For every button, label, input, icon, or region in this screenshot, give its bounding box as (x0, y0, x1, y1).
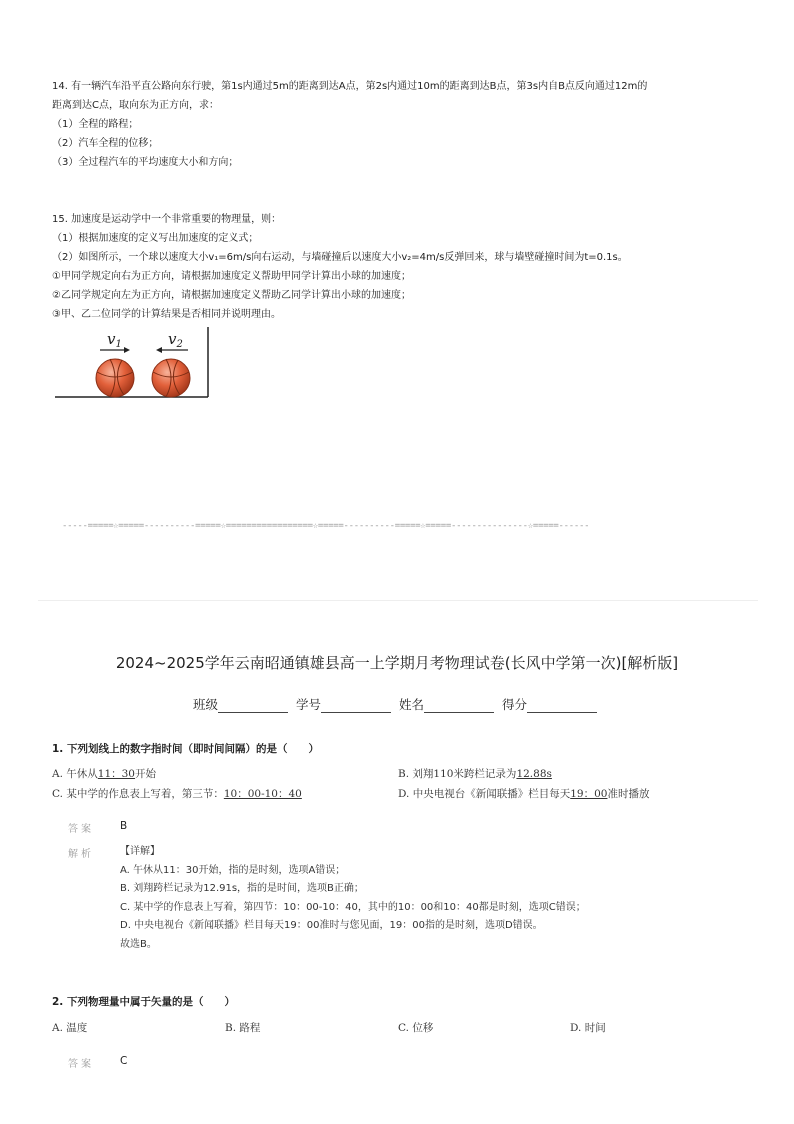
q15-line: ①甲同学规定向右为正方向，请根据加速度定义帮助甲同学计算出小球的加速度； (52, 271, 411, 282)
q14-line: （1）全程的路程； (52, 119, 139, 130)
q1-option-a: A. 午休从11：30开始 (52, 768, 156, 780)
info-field-name: 姓名 (399, 695, 498, 713)
analysis-line: 【详解】 (120, 846, 160, 857)
analysis-line: 故选B。 (120, 938, 157, 950)
q14-line: （3）全过程汽车的平均速度大小和方向； (52, 157, 239, 168)
separator-line: -----=====☆=====----------=====☆=================☆=====----------=====☆=====---------------☆=====------ (62, 521, 590, 531)
ball-icon (152, 359, 190, 397)
exam-title: 2024~2025学年云南昭通镇雄县高一上学期月考物理试卷(长风中学第一次)[解析版] (115, 654, 679, 672)
q1-analysis (120, 843, 586, 954)
question-1-title: 1. 下列划线上的数字指时间（即时间间隔）的是（ ） (52, 743, 319, 755)
q1-option-d: D. 中央电视台《新闻联播》栏目每天19：00准时播放 (398, 788, 650, 800)
q1-answer: B (120, 820, 128, 832)
q2-option-a: A. 温度 (52, 1022, 88, 1034)
analysis-line: C. 某中学的作息表上写着，第四节：10：00-10：40，其中的10：00和10：40都是时刻，选项C错误； (120, 901, 586, 913)
q15-line: （2）如图所示，一个球以速度大小v₁=6m/s向右运动，与墙碰撞后以速度大小v₂=4m/s反弹回来，球与墙壁碰撞时间为t=0.1s。 (52, 252, 628, 263)
info-field-class: 班级 (193, 695, 292, 713)
q14-line: （2）汽车全程的位移； (52, 138, 159, 149)
q1-analysis-label: 解析 (68, 849, 94, 860)
q2-option-d: D. 时间 (570, 1022, 606, 1034)
q2-option-c: C. 位移 (398, 1022, 434, 1034)
ball-icon (96, 359, 134, 397)
v2-label: $v_2$ (168, 330, 183, 350)
q1-answer-label: 答案 (68, 824, 94, 835)
q1-option-b: B. 刘翔110米跨栏记录为12.88s (398, 768, 552, 780)
q1-option-c: C. 某中学的作息表上写着，第三节：10：00-10：40 (52, 788, 302, 800)
q15-line: ③甲、乙二位同学的计算结果是否相同并说明理由。 (52, 309, 281, 320)
analysis-line: D. 中央电视台《新闻联播》栏目每天19：00准时与您见面，19：00指的是时刻，选项D错误。 (120, 920, 543, 931)
q14-line: 14. 有一辆汽车沿平直公路向东行驶，第1s内通过5m的距离到达A点，第2s内通过10m的距离到达B点，第3s内自B点反向通过12m的 (52, 81, 648, 92)
q2-answer: C (120, 1055, 128, 1067)
question-15 (52, 210, 628, 324)
v1-label: $v_1$ (107, 330, 122, 350)
student-info-row (0, 695, 794, 713)
question-2-title: 2. 下列物理量中属于矢量的是（ ） (52, 996, 235, 1008)
ball-wall-figure (50, 322, 215, 402)
page-break (38, 600, 758, 601)
q2-answer-label: 答案 (68, 1059, 94, 1070)
q15-line: （1）根据加速度的定义写出加速度的定义式； (52, 233, 259, 244)
question-14 (52, 77, 647, 172)
analysis-line: A. 午休从11：30开始，指的是时刻，选项A错误； (120, 864, 346, 876)
info-field-score: 得分 (502, 695, 601, 713)
q15-line: 15. 加速度是运动学中一个非常重要的物理量，则： (52, 214, 282, 225)
info-field-number: 学号 (296, 695, 395, 713)
analysis-line: B. 刘翔跨栏记录为12.91s，指的是时间，选项B正确； (120, 883, 364, 894)
q15-line: ②乙同学规定向左为正方向，请根据加速度定义帮助乙同学计算出小球的加速度； (52, 290, 411, 301)
q2-option-b: B. 路程 (225, 1022, 261, 1034)
q14-line: 距离到达C点，取向东为正方向，求： (52, 100, 219, 111)
